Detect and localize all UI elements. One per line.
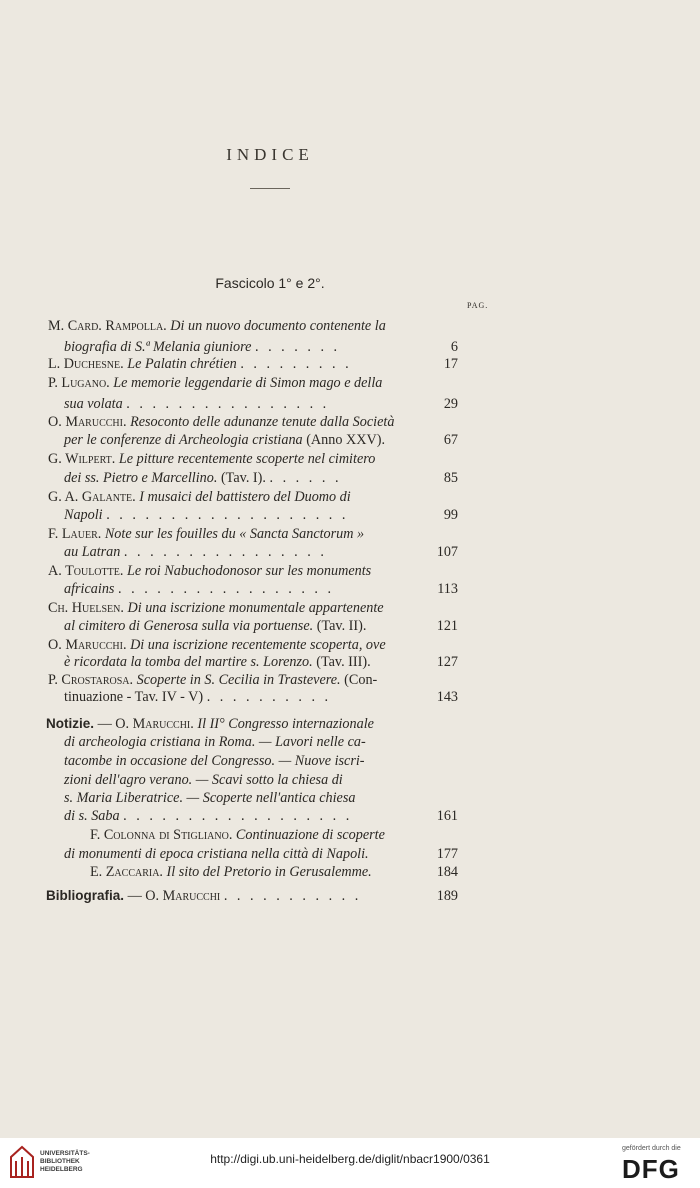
entry-title: Il II° Congresso internazionale: [197, 716, 374, 732]
leader-dots: . . . . . .: [269, 470, 342, 486]
toc-entry-continuation: [64, 579, 458, 599]
entry-author: E. Zaccaria.: [90, 864, 163, 880]
entry-note: tinuazione - Tav. IV - V): [64, 689, 204, 705]
entry-title: di s. Saba: [64, 808, 120, 824]
entry-title: Note sur les fouilles du « Sancta Sanctorum »: [104, 526, 365, 542]
leader-dots: . . . . . . .: [254, 339, 341, 355]
page-number: 189: [436, 888, 458, 904]
toc-entry-continuation: [64, 430, 458, 450]
entry-note: (Tav. I).: [220, 470, 266, 486]
toc-entry: [48, 373, 458, 393]
page-number: 161: [436, 808, 458, 824]
entry-author: G. Wilpert.: [48, 451, 116, 467]
page-number: 6: [450, 339, 458, 355]
notizie-line: tacombe in occasione del Congresso. — Nuove iscri-: [64, 753, 365, 769]
notizie-subentry: [64, 844, 458, 864]
toc-entry-continuation: [64, 542, 458, 562]
entry-title: per le conferenze di Archeologia cristiana: [64, 432, 303, 448]
entry-title: al cimitero di Generosa sulla via portuense.: [64, 618, 314, 634]
notizie-entry: [46, 714, 458, 734]
entry-title: Le Palatin chrétien: [127, 356, 237, 372]
page-number: 177: [436, 846, 458, 862]
entry-author: P. Crostarosa.: [48, 672, 134, 688]
entry-title: è ricordata la tomba del martire s. Lorenzo.: [64, 654, 313, 670]
entry-title: Le roi Nabuchodonosor sur les monuments: [126, 563, 372, 579]
bibliografia-label: Bibliografia.: [46, 888, 125, 903]
entry-author: G. A. Galante.: [48, 489, 136, 505]
leader-dots: . . . . . . . . .: [240, 356, 352, 372]
entry-note: (Tav. III).: [316, 654, 371, 670]
toc-entry: [48, 316, 458, 336]
leader-dots: . . . . . . . . . .: [206, 689, 332, 705]
library-name-line: UNIVERSITÄTS-: [40, 1150, 90, 1157]
entry-title: I musaici del battistero del Duomo di: [139, 489, 351, 505]
entry-author: O. Marucchi.: [48, 637, 127, 653]
leader-dots: . . . . . . . . . . . . . . . .: [123, 544, 327, 560]
toc-entry: [48, 487, 458, 507]
page-number: 85: [443, 470, 458, 486]
toc-entry: [48, 561, 458, 581]
entry-title: Resoconto delle adunanze tenute dalla Società: [130, 414, 395, 430]
toc-entry: [48, 449, 458, 469]
toc-entry: [48, 354, 458, 374]
entry-title: biografia di S.ª Melania giuniore: [64, 339, 252, 355]
entry-title: dei ss. Pietro e Marcellino.: [64, 470, 218, 486]
toc-entry-continuation: [64, 468, 458, 488]
toc-entry: [48, 598, 458, 618]
entry-author: A. Toulotte.: [48, 563, 124, 579]
toc-entry-continuation: [64, 616, 458, 636]
title-divider: [250, 188, 290, 189]
toc-entry-continuation: [64, 505, 458, 525]
notizie-label: Notizie.: [46, 716, 95, 731]
toc-entry-continuation: [64, 652, 458, 672]
leader-dots: . . . . . . . . . . . . . . . .: [126, 396, 330, 412]
bibliografia-entry: [46, 886, 458, 906]
entry-title: au Latran: [64, 544, 121, 560]
page-number: 107: [436, 544, 458, 560]
notizie-line: di archeologia cristiana in Roma. — Lavori nelle ca-: [64, 734, 366, 750]
library-name-line: HEIDELBERG: [40, 1166, 83, 1173]
entry-title: Napoli: [64, 507, 103, 523]
entry-author: F. Colonna di Stigliano.: [90, 827, 233, 843]
entry-author: O. Marucchi.: [48, 414, 127, 430]
entry-author: F. Lauer.: [48, 526, 102, 542]
entry-title: sua volata: [64, 396, 123, 412]
page-number: 17: [443, 356, 458, 372]
entry-title: Di una iscrizione recentemente scoperta, ove: [130, 637, 386, 653]
page-number: 184: [436, 864, 458, 880]
entry-note: (Tav. II).: [316, 618, 367, 634]
notizie-line: s. Maria Liberatrice. — Scoperte nell'antica chiesa: [64, 790, 356, 806]
entry-title: Scoperte in S. Cecilia in Trastevere.: [136, 672, 341, 688]
leader-dots: . . . . . . . . . . . . . . . . . .: [123, 808, 353, 824]
toc-entry: [48, 412, 458, 432]
entry-author: — O. Marucchi: [127, 888, 221, 904]
page-number: 67: [443, 432, 458, 448]
entry-title: Continuazione di scoperte: [235, 827, 385, 843]
entry-title: Il sito del Pretorio in Gerusalemme.: [166, 864, 372, 880]
entry-author: P. Lugano.: [48, 375, 110, 391]
page-column-label: PAG.: [467, 301, 489, 310]
notizie-line: [64, 806, 458, 826]
toc-entry: [48, 524, 458, 544]
entry-author: Ch. Huelsen.: [48, 600, 124, 616]
entry-title: Di una iscrizione monumentale appartenente: [127, 600, 384, 616]
section-heading: Fascicolo 1° e 2°.: [215, 275, 325, 291]
leader-dots: . . . . . . . . . . . . . . . . . . .: [106, 507, 349, 523]
page-number: 99: [443, 507, 458, 523]
entry-title: Di un nuovo documento contenente la: [170, 318, 386, 334]
toc-entry-continuation: [64, 687, 458, 707]
entry-author: — O. Marucchi.: [97, 716, 194, 732]
page-number: 121: [436, 618, 458, 634]
notizie-subentry: [90, 825, 385, 845]
notizie-subentry: [90, 862, 458, 882]
entry-note: (Anno XXV).: [306, 432, 386, 448]
entry-title: Le pitture recentemente scoperte nel cimitero: [118, 451, 376, 467]
entry-title: africains: [64, 581, 115, 597]
leader-dots: . . . . . . . . . . . . . . . . .: [118, 581, 335, 597]
entry-note: (Con-: [344, 672, 378, 688]
entry-title: Le memorie leggendarie di Simon mago e della: [113, 375, 383, 391]
notizie-line: zioni dell'agro verano. — Scavi sotto la chiesa di: [64, 772, 343, 788]
source-url-link[interactable]: http://digi.ub.uni-heidelberg.de/diglit/nbacr1900/0361: [210, 1152, 490, 1166]
page-title: INDICE: [226, 145, 314, 164]
page-number: 113: [437, 581, 458, 597]
funding-caption: gefördert durch die: [622, 1145, 681, 1152]
entry-author: L. Duchesne.: [48, 356, 124, 372]
leader-dots: . . . . . . . . . . .: [223, 888, 362, 904]
entry-title: di monumenti di epoca cristiana nella città di Napoli.: [64, 846, 369, 862]
entry-author: M. Card. Rampolla.: [48, 318, 167, 334]
page-number: 29: [443, 396, 458, 412]
page-number: 127: [436, 654, 458, 670]
library-name-line: BIBLIOTHEK: [40, 1158, 80, 1165]
dfg-logo: DFG: [622, 1154, 680, 1184]
toc-entry-continuation: [64, 394, 458, 414]
bleed-through-heading: ⠀: [250, 95, 261, 107]
page-number: 143: [436, 689, 458, 705]
